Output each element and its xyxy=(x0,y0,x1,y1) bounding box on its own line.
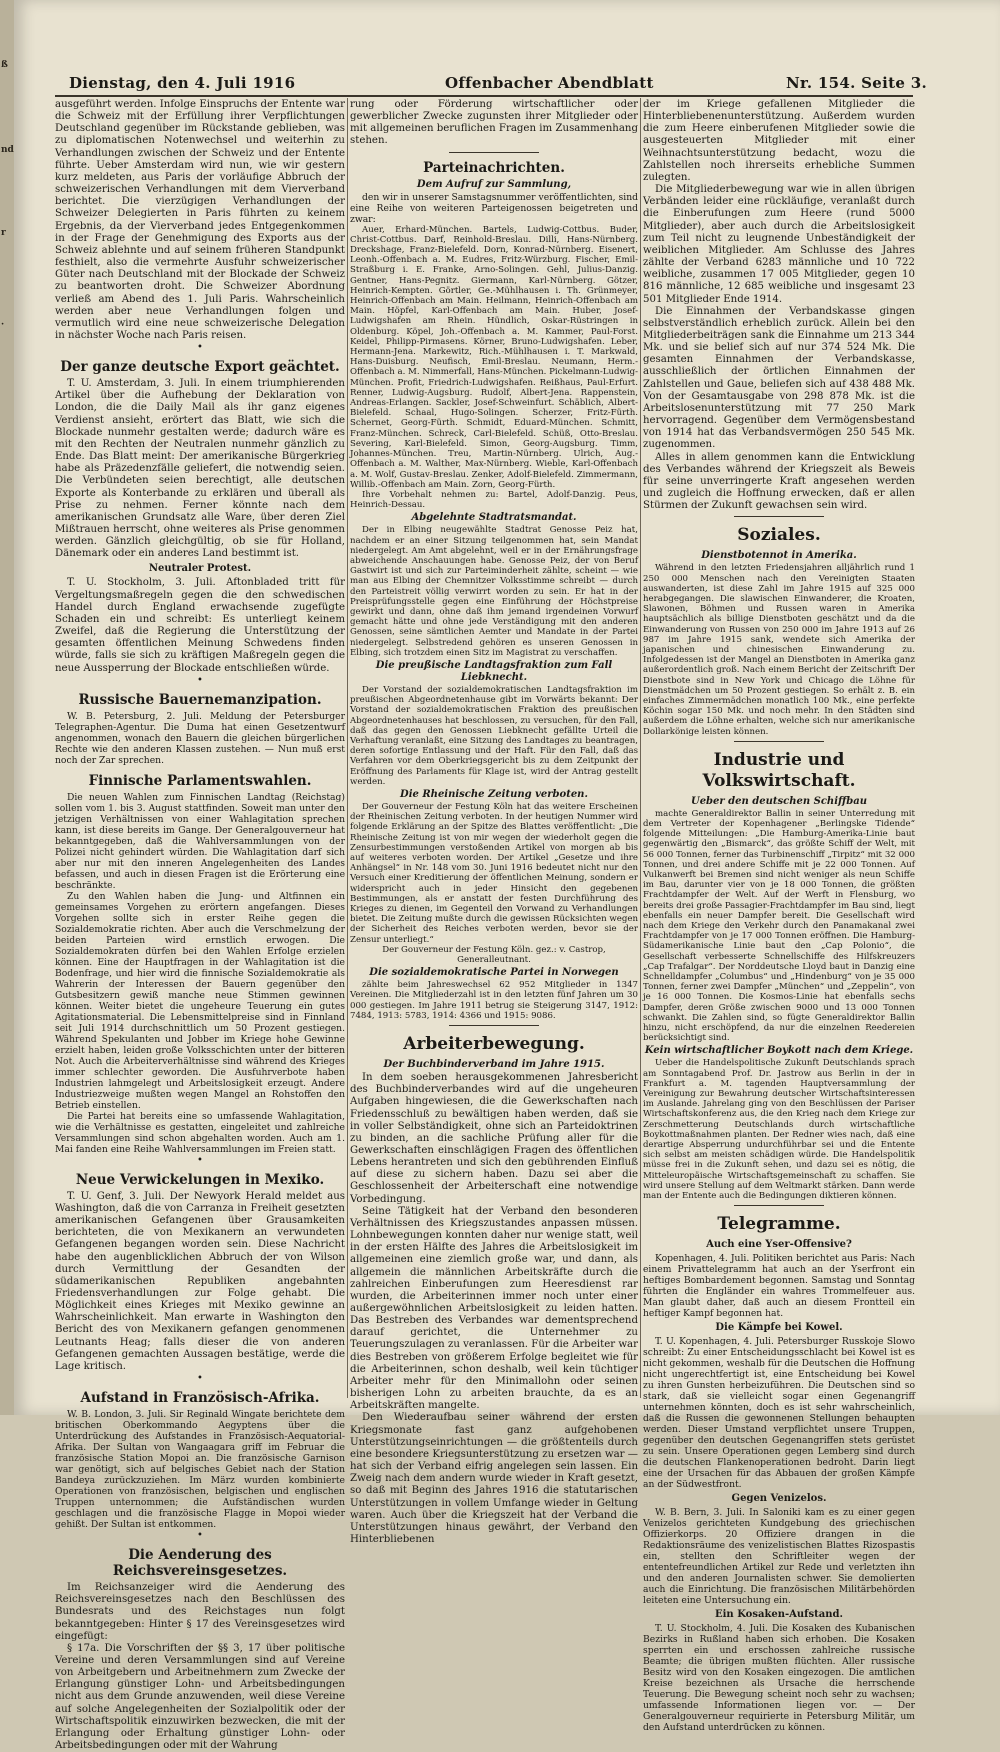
column-separator xyxy=(640,98,641,1398)
article-divider-dot: • xyxy=(197,1373,203,1385)
article-subheadline: Auch eine Yser-Offensive? xyxy=(706,1239,852,1251)
article-paragraph: T. U. Stockholm, 4. Juli. Die Kosaken des Kubanischen Bezirks in Rußland haben sich erhoben. Die Kosaken sperrten ein und erschossen zahlreiche russische Beamte; die übrigen mußten flüchten. Aller russische Besitz wird von den Kosaken eingezogen. Die amtlichen Kreise bezeichnen als Ursache die herrschende Teuerung. Die Bewegung scheint noch sehr zu wachsen; umfassende Informationen liegen vor. — Der Generalgouverneur requirierte in Petersburg Militär, um den Aufstand unterdrücken zu können. xyxy=(643,1623,915,1734)
article-divider-dot: • xyxy=(197,1154,203,1166)
article-paragraph: T. U. Kopenhagen, 4. Juli. Petersburger Russkoje Slowo schreibt: Zu einer Entscheidungsschlacht bei Kowel ist es nicht gekommen, weshalb für die Deutschen die Hoffnung nicht ungerechtfertigt ist, eine Entscheidung bei Kowel zu ihren Gunsten herbeizuführen. Die Deutschen sind so stark, daß sie vielleicht sogar einen Gegenangriff unternehmen könnten, doch es ist sehr wahrscheinlich, daß die Russen die gewonnenen Stellungen behaupten werden. Dieser Umstand verpflichtet unsere Truppen, gegenüber den deutschen Gegenangriffen stets gerüstet zu sein. Unsere Operationen gegen Lemberg sind durch die deutschen Flankenoperationen bedroht. Darin liegt eine der Ursachen für das Abbauen der großen Kämpfe an der Südwestfront. xyxy=(643,1336,915,1491)
article-paragraph: Im Reichsanzeiger wird die Aenderung des Reichsvereinsgesetzes nach den Beschlüssen des Bundesrats und des Reichstages nun folgt bekanntgegeben: Hinter § 17 des Vereinsgesetzes wird eingefügt: xyxy=(55,1582,345,1642)
article-headline: Arbeiterbewegung. xyxy=(403,1034,585,1055)
column-1 xyxy=(55,99,345,1752)
article-paragraph: Die Mitgliederbewegung war wie in allen übrigen Verbänden leider eine rückläufige, veranlaßt durch die Einberufungen zum Heere (rund 5000 Mitglieder), aber auch durch die Arbeitslosigkeit zum Teil nicht zu leugnende Unbeständigkeit der weiblichen Mitglieder. Am Schlusse des Jahres zählte der Verband 6283 männliche und 10 722 weibliche, zusammen 17 005 Mitglieder, gegen 10 816 männliche, 12 685 weibliche und insgesamt 23 501 Mitglieder Ende 1914. xyxy=(643,184,915,305)
article-paragraph: Die Einnahmen der Verbandskasse gingen selbstverständlich erheblich zurück. Allein bei den Mitgliederbeiträgen sank die Einnahme um 213 344 Mk. und sie belief sich auf nur 374 524 Mk. Die gesamten Einnahmen der Verbandskasse, ausschließlich der örtlichen Einnahmen der Zahlstellen und Gaue, beliefen sich auf 438 488 Mk. Von der Gesamtausgabe von 298 878 Mk. ist die Arbeitslosenunterstützung mit 77 250 Mark hervorragend. Gegenüber dem Vermögensbestand von 1914 hat das Verbandsvermögen 250 545 Mk. zugenommen. xyxy=(643,305,915,451)
previous-page-edge: ß nd r · xyxy=(0,0,14,1415)
article-paragraph: der im Kriege gefallenen Mitglieder die Hinterbliebenenunterstützung. Außerdem wurden die zum Heere einberufenen Mitglieder sowie die ausgesteuerten Mitglieder mit einer Weihnachtsunterstützung bedacht, wozu die Zahlstellen noch ihrerseits erhebliche Summen zulegten. xyxy=(643,99,915,183)
section-rule xyxy=(734,1205,824,1206)
section-subheading: Die Rheinische Zeitung verboten. xyxy=(400,788,588,800)
article-divider-dot: • xyxy=(197,342,203,354)
article-paragraph: T. U. Stockholm, 3. Juli. Aftonbladed tritt für Vergeltungsmaßregeln gegen die den schwedischen Handel durch England erwachsende zugefügte Schaden ein und schreibt: Es unterliegt keinem Zweifel, daß die Regierung die Unterstützung der gesamten öffentlichen Meinung Schwedens finden würde, falls sie sich zu kräftigen Maßregeln gegen die neue Aussperrung der Blockade entschließen würde. xyxy=(55,577,345,674)
article-headline: Die Aenderung des Reichsvereinsgesetzes. xyxy=(112,1547,288,1580)
article-divider-dot: • xyxy=(197,1530,203,1542)
article-divider-dot: • xyxy=(197,674,203,686)
section-subheading: Ueber den deutschen Schiffbau xyxy=(690,795,868,807)
section-rule xyxy=(449,1025,539,1026)
article-paragraph: Ihre Vorbehalt nehmen zu: Bartel, Adolf-Danzig. Peus, Heinrich-Dessau. xyxy=(350,489,638,511)
article-paragraph: § 17a. Die Vorschriften der §§ 3, 17 über politische Vereine und deren Versammlungen sind auf Vereine von Arbeitgebern und Arbeitnehmern zum Zwecke der Erlangung günstiger Lohn- und Arbeitsbedingungen nicht aus dem Grunde anzuwenden, weil diese Vereine auf solche Angelegenheiten der Sozialpolitik oder der Wirtschaftspolitik einzuwirken bezwecken, die mit der Erlangung oder Erhaltung günstiger Lohn- oder Arbeitsbedingungen oder mit der Wahrung xyxy=(55,1642,345,1752)
article-headline: Soziales. xyxy=(737,525,821,546)
column-2 xyxy=(350,99,638,1545)
masthead-rule xyxy=(55,95,913,97)
article-paragraph: W. B. Bern, 3. Juli. In Saloniki kam es zu einer gegen Venizelos gerichteten Kundgebung des griechischen Offizierkorps. 20 Offiziere drangen in die Redaktionsräume des venizelistischen Blattes Rizospastis ein, stellten den Schriftleiter wegen der ententefreundlichen Artikel zur Rede und verletzten ihn und den anderen Journalisten schwer. Sie demolierten auch die Einrichtung. Die französischen Militärbehörden leiteten eine Untersuchung ein. xyxy=(643,1507,915,1607)
article-subheadline: Die Kämpfe bei Kowel. xyxy=(715,1322,843,1334)
article-subheadline: Ein Kosaken-Aufstand. xyxy=(715,1609,843,1621)
issue-date: Dienstag, den 4. Juli 1916 xyxy=(69,74,296,92)
article-paragraph: Der Gouverneur der Festung Köln hat das weitere Erscheinen der Rheinischen Zeitung verboten. In der heutigen Nummer wird folgende Erklärung an der Spitze des Blattes veröffentlicht: „Die Rheinische Zeitung ist von mir wegen der wiederholt gegen die Zensurbestimmungen verstoßenden Artikel von morgen ab bis auf weiteres verboten worden. Der Artikel „Gesetze und ihre Anhängsel“ in Nr. 148 vom 30. Juni 1916 bedeutet nicht nur den Versuch einer Kreditierung der öffentlichen Meinung, sondern er widerspricht auch in jeder Hinsicht den gegebenen Bestimmungen, als er anstatt der festen Durchführung des Krieges zu dienen, im Gegenteil den Vorwand zu Verhandlungen bietet. Die Zeitung mußte durch die gewissen Rücksichten wegen der Sicherheit des Reiches verboten werden, bevor sie der Zensur unterliegt.“ xyxy=(350,801,638,945)
section-rule xyxy=(449,152,539,153)
article-paragraph: Kopenhagen, 4. Juli. Politiken berichtet aus Paris: Nach einem Privattelegramm hat auch an der Yserfront ein heftiges Bombardement begonnen. Samstag und Sonntag führten die Engländer ein wahres Trommelfeuer aus. Man glaubt daher, daß auch an diesem Frontteil ein heftiger Kampf begonnen hat. xyxy=(643,1253,915,1320)
article-headline: Finnische Parlamentswahlen. xyxy=(88,772,312,789)
section-subheading: Dem Aufruf zur Sammlung, xyxy=(416,178,572,190)
masthead xyxy=(69,74,927,96)
article-paragraph: Der Gouverneur der Festung Köln. gez.: v. Castrop, Generalleutnant. xyxy=(382,944,606,966)
article-paragraph: Zu den Wahlen haben die Jung- und Altfinnen ein gemeinsames Vorgehen zu erörtern angefangen. Dieses Vorgehen sollte sich in erster Reihe gegen die Sozialdemokratie richten. Aber auch die Verschmelzung der beiden Parteien wird ernstlich erwogen. Die Sozialdemokraten dürfen bei den Wahlen Erfolge erzielen können. Eine der Hauptfragen in der Wahlagitation ist die Bodenfrage, und hier wird die finnische Sozialdemokratie als Wahrerin der Interessen der Bauern gegenüber den Gutsbesitzern gewiß manche neue Stimmen gewinnen können. Weiter bietet die ungeheure Teuerung ein gutes Agitationsmaterial. Die Lebensmittelpreise sind in Finnland seit Juli 1914 durchschnittlich um 50 Prozent gestiegen. Während Spekulanten und Jobber im Kriege hohe Gewinne erzielt haben, leiden große Volksschichten unter der bitteren Not. Auch die Arbeiterverhältnisse sind während des Krieges immer schlechter geworden. Die Ausfuhrverbote haben Industrien lahmgelegt und Arbeitslosigkeit erzeugt. Andere Industriezweige mußten wegen Mangel an Rohstoffen den Betrieb einstellen. xyxy=(55,890,345,1111)
article-headline: Neue Verwickelungen in Mexiko. xyxy=(75,1171,325,1188)
article-paragraph: Seine Tätigkeit hat der Verband den besonderen Verhältnissen des Kriegszustandes anpassen müssen. Lohnbewegungen konnten daher nur wenige statt, weil in der ersten Hälfte des Jahres die Arbeitslosigkeit im allgemeinen eine ziemlich große war, und dann, als allgemein die männlichen Arbeitskräfte durch die zahlreichen Einberufungen zum Heeresdienst rar wurden, die Arbeiterinnen immer noch unter einer außergewöhnlichen Arbeitslosigkeit zu leiden hatten. Das Bestreben des Verbandes war dementsprechend darauf gerichtet, die Unternehmer zu Teuerungszulagen zu veranlassen. Für die Arbeiter war dies Bestreben von größerem Erfolge begleitet wie für die Arbeiterinnen, schon deshalb, weil kein tüchtiger Arbeiter mehr für den Minimallohn oder seinen bisherigen Lohn zu arbeiten brauchte, da es an Arbeitskräften mangelte. xyxy=(350,1205,638,1412)
section-rule xyxy=(734,516,824,517)
section-subheading: Die preußische Landtagsfraktion zum Fall Liebknecht. xyxy=(375,659,613,683)
section-rule xyxy=(734,741,824,742)
article-headline: Aufstand in Französisch-Afrika. xyxy=(80,1390,320,1407)
page-number: Nr. 154. Seite 3. xyxy=(786,74,927,92)
article-paragraph: ausgeführt werden. Infolge Einspruchs der Entente war die Schweiz mit der Erfüllung ihrer Verpflichtungen Deutschland gegenüber im Rückstande geblieben, was zu diplomatischen Notenwechsel und weiterhin zu Verhandlungen zwischen der Schweiz und der Entente führte. Ueber Amsterdam wird nun, wie wir gestern kurz meldeten, aus Paris der vorläufige Abbruch der schweizerischen Verhandlungen mit dem Vierverband berichtet. Die vierzügigen Verhandlungen der Schweizer Delegierten in Paris führten zu keinem Ergebnis, da der Vierverband jedes Entgegenkommen in der Frage der Genehmigung des Exports aus der Schweiz ablehnte und auf seinem früheren Standpunkt festhielt, also die vermehrte Ausfuhr schweizerischer Güter nach Deutschland mit der Blockade der Schweiz zu beantworten droht. Die Schweizer Abordnung verließ am Abend des 1. Juli Paris. Wahrscheinlich werden aber neue Verhandlungen folgen und vermutlich wird eine neue schweizerische Delegation in nächster Woche nach Paris reisen. xyxy=(55,99,345,341)
article-paragraph: Die Partei hat bereits eine so umfassende Wahlagitation, wie die Verhältnisse es gestatten, eingeleitet und zahlreiche Versammlungen sind schon abgehalten worden. Auch am 1. Mai fanden eine Reihe Wahlversammlungen im Freien statt. xyxy=(55,1110,345,1155)
column-3 xyxy=(643,99,915,1734)
column-separator xyxy=(347,98,348,1398)
article-headline: Russische Bauernemanzipation. xyxy=(78,691,322,708)
article-headline: Telegramme. xyxy=(717,1214,841,1235)
article-paragraph: Während in den letzten Friedensjahren alljährlich rund 1 250 000 Menschen nach den Vereinigten Staaten auswanderten, ist diese Zahl im Jahre 1915 auf 325 000 herabgegangen. Die slawischen Einwanderer, die Kroaten, Slawonen, Böhmen und Russen waren in Amerika hauptsächlich als billige Dienstboten geschätzt und da die Einwanderung von Russen von 250 000 im Jahre 1913 auf 26 987 im Jahre 1915 sank, wendete sich Amerika der japanischen und chinesischen Einwanderung zu. Infolgedessen ist der Mangel an Dienstboten in Amerika ganz außerordentlich groß. Nach einem Bericht der Zeitschrift Der Dienstbote sind in New York und Chicago die Löhne für Dienstmädchen um 50 Prozent gestiegen. So erhält z. B. ein einfaches Zimmermädchen monatlich 100 Mk., eine perfekte Köchin sogar 150 Mk. und noch mehr. In den Städten sind außerdem die Löhne erhalten, welche sich nur amerikanische Dollarkönige leisten können. xyxy=(643,563,915,737)
article-subheadline: Neutraler Protest. xyxy=(148,563,252,575)
article-paragraph: Alles in allem genommen kann die Entwicklung des Verbandes während der Kriegszeit als Beweis für seine unverringerte Kraft angesehen werden und zugleich die Hoffnung erwecken, daß er allen Stürmen der Zukunft gewachsen sein wird. xyxy=(643,451,915,512)
article-paragraph: Ueber die Handelspolitische Zukunft Deutschlands sprach am Sonntagabend Prof. Dr. Jastrow aus Berlin in der in Frankfurt a. M. tagenden Hauptversammlung der Vereinigung zur Bewahrung deutscher Wirtschaftsinteressen im Auslande. Jahrelang ging von den Beschlüssen der Pariser Wirtschaftskonferenz aus, die den Krieg nach dem Kriege zur Zerschmetterung Deutschlands durch wirtschaftliche Boykottmaßnahmen planten. Der Redner wies nach, daß eine derartige Absperrung undurchführbar sei und die Entente sich selbst am meisten schädigen würde. Die Handelspolitik müsse frei in die Zukunft sehen, und dazu sei es nötig, die Mitteleuropäische Wirtschaftsgemeinschaft zu schaffen. Sie wird unsere Stellung auf dem Weltmarkt stärken. Dann werde man der Entente auch die Bedingungen diktieren können. xyxy=(643,1058,915,1202)
article-paragraph: Der in Elbing neugewählte Stadtrat Genosse Peiz hat, nachdem er an einer Sitzung teilgenommen hat, sein Mandat niedergelegt. Am Amt abgelehnt, weil er in der Ernährungsfrage abweichende Anschauungen habe. Genosse Peiz, der von Beruf Gastwirt ist und sich zur Parteiminderheit zählte, scheint — wie man aus Elbing der Chemnitzer Volksstimme schreibt — durch den Parteistreit völlig verwirrt worden zu sein. Er hat in der Preisprüfungsstelle gegen eine Einführung der Höchstpreise gewirkt und dann, ohne daß ihm jemand irgendeinen Vorwurf gemacht hätte und ohne jede Verständigung mit den anderen Genossen, seine sämtlichen Aemter und Mandate in der Partei niedergelegt. Selbstredend gehören es unseren Genossen in Elbing, sich trotzdem einen Sitz im Magistrat zu verschaffen. xyxy=(350,525,638,658)
newspaper-title: Offenbacher Abendblatt xyxy=(445,74,654,92)
article-paragraph: W. B. Petersburg, 2. Juli. Meldung der Petersburger Telegraphen-Agentur. Die Duma hat einen Gesetzentwurf angenommen, wonach den Bauern die gleichen bürgerlichen Rechte wie den anderen Klassen zustehen. — Nun muß erst noch der Zar sprechen. xyxy=(55,710,345,766)
article-headline: Parteinachrichten. xyxy=(423,159,565,176)
section-subheading: Kein wirtschaftlicher Boykott nach dem Kriege. xyxy=(644,1045,914,1057)
section-subheading: Abgelehnte Stadtratsmandat. xyxy=(411,512,577,524)
article-paragraph: Den Wiederaufbau seiner während der ersten Kriegsmonate fast ganz aufgehobenen Unterstützungseinrichtungen — die größtenteils durch eine besondere Kriegsunterstützung zu ersetzen war — hat sich der Verband eifrig angelegen sein lassen. Ein Zweig nach dem andern wurde wieder in Kraft gesetzt, so daß mit Beginn des Jahres 1916 die statutarischen Unterstützungen in vollem Umfange wieder in Geltung waren. Auch über die Kriegszeit hat der Verband die Unterstützungen hinaus gewährt, der Verband den Hinterbliebenen xyxy=(350,1412,638,1545)
article-paragraph: Die neuen Wahlen zum Finnischen Landtag (Reichstag) sollen vom 1. bis 3. August stattfinden. Soweit man unter den jetzigen Verhältnissen von einer Wahlagitation sprechen kann, ist diese bereits im Gange. Der Generalgouverneur hat bekanntgegeben, daß die Wahlversammlungen von der Polizei nicht gehindert würden. Die Wahlagitation darf sich aber nur mit den inneren Angelegenheiten des Landes befassen, und auch in diesen Fragen ist die Erörterung eine beschränkte. xyxy=(55,791,345,891)
article-paragraph: machte Generaldirektor Ballin in seiner Unterredung mit dem Vertreter der Kopenhagener „Berlingske Tidende“ folgende Mitteilungen: „Die Hamburg-Amerika-Linie baut gegenwärtig den „Bismarck“, das größte Schiff der Welt, mit 56 000 Tonnen, ferner das Turbinenschiff „Tirpitz“ mit 32 000 Tonnen, und drei andere Schiffe mit je 22 000 Tonnen. Auf Vulkanwerft bei Bremen sind nicht weniger als neun Schiffe im Bau, darunter vier von je 18 000 Tonnen, die größten Frachtdampfer der Welt. Auf der Werft in Flensburg, wo bereits drei große Passagier-Frachtdampfer im Bau sind, liegt ebenfalls ein neuer Dampfer bereit. Die Gesellschaft wird nach dem Kriege den Verkehr durch den Panamakanal zwei Frachtdampfer von je 17 000 Tonnen eröffnen. Die Hamburg-Südamerikanische Linie baut den „Cap Polonio“, die Gesellschaft verbesserte Schnellschiffe des Hilfskreuzers „Cap Trafalgar“. Der Norddeutsche Lloyd baut in Danzig eine Schnelldampfer „Columbus“ und „Hindenburg“ von je 35 000 Tonnen, ferner zwei Dampfer „München“ und „Zeppelin“, von je 16 000 Tonnen. Die Kosmos-Linie hat ebenfalls sechs Dampfer, deren Größe zwischen 9000 und 13 000 Tonnen schwankt. Die Zahlen sind, so fügte Generaldirektor Ballin hinzu, nicht erschöpfend, da nur die einzelnen Reedereien berücksichtigt sind. xyxy=(643,808,915,1044)
section-subheading: Der Buchbinderverband im Jahre 1915. xyxy=(383,1059,605,1071)
article-headline: Industrie und Volkswirtschaft. xyxy=(702,749,856,791)
article-paragraph: In dem soeben herausgekommenen Jahresbericht des Buchbinderverbandes wird auf die ungeheuren Aufgaben hingewiesen, die die Gewerkschaften nach Friedensschluß zu bewältigen haben werden, daß sie in voller Selbständigkeit, ohne sich an Parteidoktrinen zu binden, an die sachliche Prüfung aller für die Gewerkschaften einschlägigen Fragen des öffentlichen Lebens herantreten und sich den gebührenden Einfluß auf diese zu sichern haben. Dazu sei aber die Geschlossenheit der Arbeiterschaft eine notwendige Vorbedingung. xyxy=(350,1072,638,1205)
article-paragraph: W. B. London, 3. Juli. Sir Reginald Wingate berichtete dem britischen Oberkommando Aegyptens über die Unterdrückung des Aufstandes in Französisch-Aequatorial-Afrika. Der Sultan von Wangaagara griff im Februar die französische Station Mopoi an. Die französische Garnison war genötigt, sich auf belgisches Gebiet nach der Station Bandeya zurückzuziehen. Im März wurden kombinierte Operationen von französischen, belgischen und englischen Truppen unternommen; die Aufständischen wurden geschlagen und die französische Flagge in Mopoi wieder gehißt. Der Sultan ist entkommen. xyxy=(55,1409,345,1531)
article-paragraph: zählte beim Jahreswechsel 62 952 Mitglieder in 1347 Vereinen. Die Mitgliederzahl ist in den letzten fünf Jahren um 30 000 gestiegen. Im Jahre 1911 betrug sie Steigerung 3147, 1912: 7484, 1913: 5783, 1914: 4366 und 1915: 9086. xyxy=(350,980,638,1021)
article-paragraph: Auer, Erhard-München. Bartels, Ludwig-Cottbus. Buder, Christ-Cottbus. Darf, Reinhold-Breslau. Dilli, Hans-Nürnberg. Dreckshage, Franz-Bielefeld. Dorn, Konrad-Nürnberg. Eisenert, Leonh.-Offenbach a. M. Eudres, Fritz-Würzburg. Fischer, Emil-Straßburg i. E. Franke, Arno-Solingen. Gehl, Julius-Danzig. Gentner, Hans-Pegnitz. Giermann, Karl-Nürnberg. Götzer, Heinrich-Kempten. Görtler, Ge.-Mühlhausen i. Th. Grünmeyer, Heinrich-Offenbach am Main. Heilmann, Heinrich-Offenbach am Main. Höpfel, Karl-Offenbach am Main. Huber, Josef-Ludwigshafen am Rhein. Hündlich, Oskar-Rüstringen in Oldenburg. Köpel, Joh.-Offenbach a. M. Kammer, Paul-Forst. Keidel, Philipp-Pirmasens. Körner, Bruno-Ludwigshafen. Leber, Hermann-Jena. Markewitz, Rich.-Mühlhausen i. T. Markwald, Hans-Duisburg. Neufisch, Emil-Breslau. Neumann, Herm.-Offenbach a. M. Nimmerfall, Hans-München. Pickelmann-Ludwig-München. Profit, Friedrich-Ludwigshafen. Reißhaus, Paul-Erfurt. Renner, Ludwig-Augsburg. Rudolf, Albert-Jena. Rappenstein, Andreas-Erlangen. Sackler, Josef-Schweinfurt. Schäblich, Albert-Bielefeld. Schaal, Hugo-Solingen. Scherzer, Fritz-Fürth. Schernet, Georg-Fürth. Schmidt, Eduard-München. Schmitt, Franz-München. Schreck, Carl-Bielefeld. Schüß, Otto-Breslau. Severing, Karl-Bielefeld. Simon, Georg-Augsburg. Timm, Johannes-München. Treu, Martin-Nürnberg. Ulrich, Aug.-Offenbach a. M. Walther, Max-Nürnberg. Wieble, Karl-Offenbach a. M. Wolf, Gustav-Breslau. Zenker, Adolf-Bielefeld. Zimmermann, Willib.-Offenbach am Main. Zorn, Georg-Fürth. xyxy=(350,224,638,490)
article-paragraph: T. U. Genf, 3. Juli. Der Newyork Herald meldet aus Washington, daß die von Carranza in Freiheit gesetzten amerikanischen Gefangenen über Grausamkeiten berichteten, die von Mexikanern an verwundeten Gefangenen begangen worden sein. Diese Nachricht habe den augenblicklichen Abbruch der von Wilson durch Vermittlung der Gesandten der südamerikanischen Republiken angebahnten Friedensverhandlungen zur Folge gehabt. Die Möglichkeit eines Krieges mit Mexiko gewinne an Wahrscheinlichkeit. Man erwarte in Washington den Bericht des von Mexikanern gefangen genommenen Leutnants Heag; falls dieser die von anderen Gefangenen gemachten Aussagen bestätige, werde die Lage kritisch. xyxy=(55,1190,345,1372)
section-subheading: Die sozialdemokratische Partei in Norwegen xyxy=(369,967,619,979)
article-paragraph: rung oder Förderung wirtschaftlicher oder gewerblicher Zwecke zugunsten ihrer Mitglieder oder mit allgemeinen beruflichen Fragen im Zusammenhang stehen. xyxy=(350,99,638,147)
article-paragraph: Der Vorstand der sozialdemokratischen Landtagsfraktion im preußischen Abgeordnetenhause gibt im Vorwärts bekannt: Der Vorstand der sozialdemokratischen Fraktion des preußischen Abgeordnetenhauses hat beschlossen, zu versuchen, für den Fall, daß das gegen den Genossen Liebknecht gefällte Urteil die Verhaftung veranlaßt, eine Sitzung des Landtages zu beantragen, deren sofortige Entlassung und der Haft. Für den Fall, daß das Verfahren vor dem Oberkriegsgericht bis zu dem Zeitpunkt der Eröffnung des Parlaments für Klage ist, wird der Antrag gestellt werden. xyxy=(350,684,638,787)
section-subheading: Dienstbotennot in Amerika. xyxy=(701,550,857,562)
article-subheadline: Gegen Venizelos. xyxy=(731,1493,827,1505)
article-headline: Der ganze deutsche Export geächtet. xyxy=(60,359,340,376)
article-paragraph: T. U. Amsterdam, 3. Juli. In einem triumphierenden Artikel über die Aufhebung der Deklaration von London, die die Daily Mail als ihr ganz eigenes Verdienst ansieht, erörtert das Blatt, wie sich die Blockade nunmehr gestalten werde; dadurch wäre es mit den Rechten der Neutralen nunmehr gänzlich zu Ende. Das Blatt meint: Der amerikanische Bürgerkrieg habe als Präzedenzfälle geliefert, die notwendig seien. Die Verbündeten seien berechtigt, alle deutschen Exporte als Konterbande zu erklären und überall als Prise zu nehmen. Ferner könnte nach dem amerikanischen Grundsatz alle Ware, über deren Ziel Mißtrauen herrscht, ohne weiteres als Prise genommen werden. Gänzlich gleichgültig, ob sie für Holland, Dänemark oder ein anderes Land bestimmt ist. xyxy=(55,378,345,560)
article-paragraph: den wir in unserer Samstagsnummer veröffentlichten, sind eine Reihe von weiteren Parteigenossen beigetreten und zwar: xyxy=(350,191,638,225)
